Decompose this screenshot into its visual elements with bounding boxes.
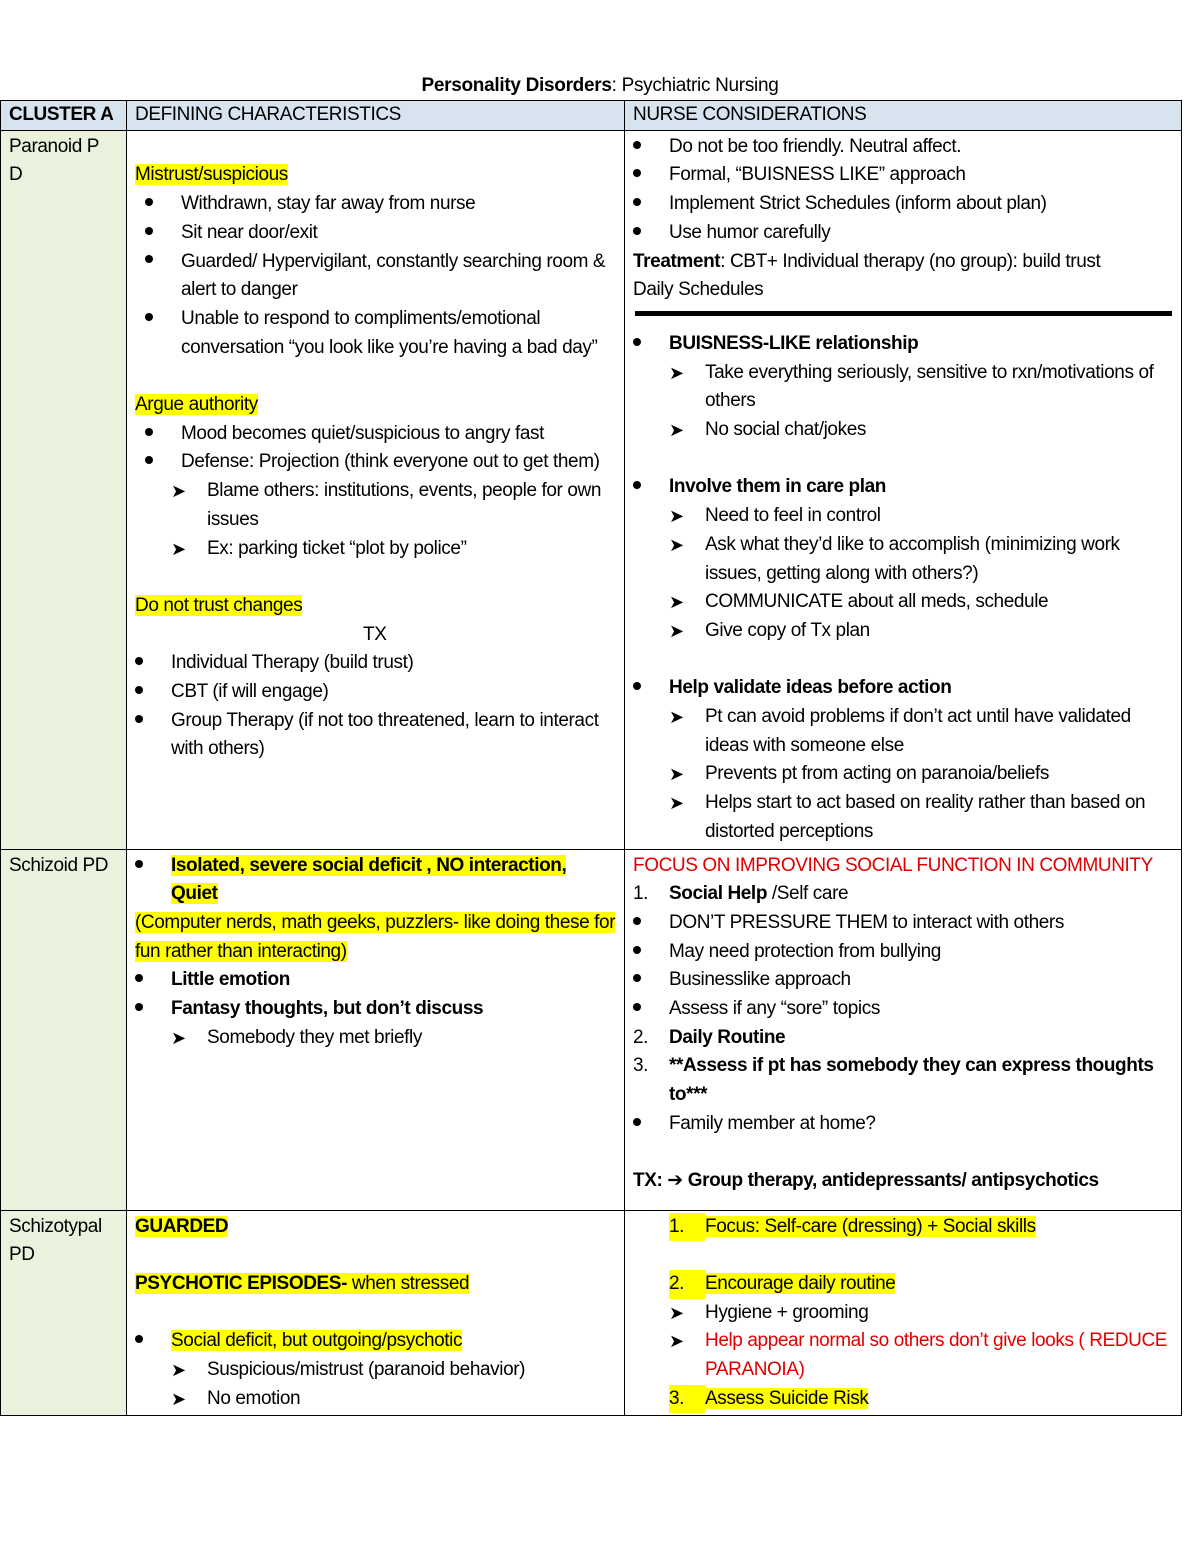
sub-item: ➤ COMMUNICATE about all meds, schedule	[633, 588, 1174, 617]
sub-item: ➤ Blame others: institutions, events, people for own issues	[135, 477, 617, 534]
cell-schizoid-nurse	[625, 849, 1182, 1210]
sub-item: ➤ Take everything seriously, sensitive to rxn/motivations of others	[633, 359, 1174, 416]
sub-item: ➤ Somebody they met briefly	[135, 1024, 617, 1053]
right-arrow-icon: ➔	[667, 1170, 683, 1192]
list-item: Fantasy thoughts, but don’t discuss	[135, 995, 617, 1024]
arrow-icon: ➤	[669, 362, 684, 383]
arrow-icon: ➤	[669, 793, 684, 814]
list-item: Isolated, severe social deficit , NO interaction, Quiet	[135, 852, 617, 909]
paranoid-name: Paranoid PD	[9, 135, 100, 186]
row-schizotypal	[1, 1210, 1182, 1416]
psychotic-heading: PSYCHOTIC EPISODES-	[135, 1272, 347, 1294]
sub-item: ➤ Hygiene + grooming	[633, 1299, 1174, 1328]
schizoid-examples: (Computer nerds, math geeks, puzzlers- like doing these for fun rather than interacting)	[135, 911, 616, 962]
list-item: Defense: Projection (think everyone out to get them)	[135, 448, 617, 477]
numbered-item: 2. Daily Routine	[633, 1026, 786, 1048]
numbered-item: 1. Focus: Self-care (dressing) + Social skills	[633, 1213, 1174, 1242]
row-paranoid	[1, 130, 1182, 849]
heading-no-trust-changes: Do not trust changes	[135, 594, 303, 616]
list-item: Mood becomes quiet/suspicious to angry fast	[135, 420, 617, 449]
tx-line: TX: ➔ Group therapy, antidepressants/ antipsychotics	[633, 1170, 1099, 1192]
sub-item: ➤ Pt can avoid problems if don’t act until have validated ideas with someone else	[633, 703, 1174, 760]
list-item: Implement Strict Schedules (inform about plan)	[633, 190, 1174, 219]
arrow-icon: ➤	[669, 420, 684, 441]
arrow-icon: ➤	[669, 1302, 684, 1323]
treatment-line: Treatment: CBT+ Individual therapy (no group): build trust	[633, 250, 1101, 272]
cell-paranoid-name	[1, 130, 127, 849]
disorders-table	[0, 100, 1182, 1416]
numbered-item: 2. Encourage daily routine	[633, 1270, 1174, 1299]
cell-schizoid-def	[127, 849, 625, 1210]
list-item: Unable to respond to compliments/emotional conversation “you look like you’re having a bad day”	[135, 305, 617, 362]
list-item: Sit near door/exit	[135, 219, 617, 248]
list-item: CBT (if will engage)	[135, 678, 617, 707]
list-item: Businesslike approach	[633, 966, 1174, 995]
cell-paranoid-nurse	[625, 130, 1182, 849]
group-heading: Help validate ideas before action	[633, 674, 1174, 703]
document-title	[0, 74, 1200, 98]
daily-schedules: Daily Schedules	[633, 279, 764, 301]
arrow-icon: ➤	[171, 1027, 186, 1048]
sub-item: ➤ Helps start to act based on reality rather than based on distorted perceptions	[633, 789, 1174, 846]
list-item: Family member at home?	[633, 1110, 1174, 1139]
arrow-icon: ➤	[171, 481, 186, 502]
sub-item: ➤ Suspicious/mistrust (paranoid behavior)	[135, 1356, 617, 1385]
header-defining: DEFINING CHARACTERISTICS	[127, 101, 625, 131]
heading-mistrust: Mistrust/suspicious	[135, 164, 288, 186]
sub-item: ➤ Give copy of Tx plan	[633, 617, 1174, 646]
sub-item: ➤ Ask what they’d like to accomplish (minimizing work issues, getting along with others?)	[633, 531, 1174, 588]
tx-label: TX	[363, 623, 387, 645]
sub-item: ➤ Ex: parking ticket “plot by police”	[135, 535, 617, 564]
header-nurse: NURSE CONSIDERATIONS	[625, 101, 1182, 131]
sub-item: ➤ No social chat/jokes	[633, 416, 1174, 445]
list-item: Social deficit, but outgoing/psychotic	[135, 1327, 617, 1356]
sub-item: ➤ Help appear normal so others don’t give looks ( REDUCE PARANOIA)	[633, 1327, 1174, 1384]
list-item: DON’T PRESSURE THEM to interact with others	[633, 909, 1174, 938]
sub-item: ➤ Need to feel in control	[633, 502, 1174, 531]
list-item: Guarded/ Hypervigilant, constantly searching room & alert to danger	[135, 248, 617, 305]
list-item: Formal, “BUISNESS LIKE” approach	[633, 161, 1174, 190]
arrow-icon: ➤	[669, 764, 684, 785]
title-bold: Personality Disorders	[421, 75, 612, 96]
arrow-icon: ➤	[669, 1331, 684, 1352]
arrow-icon: ➤	[171, 1360, 186, 1381]
list-item: Do not be too friendly. Neutral affect.	[633, 133, 1174, 162]
header-cluster: CLUSTER A	[1, 101, 127, 131]
list-item: Little emotion	[135, 966, 617, 995]
cell-schizotypal-def: GUARDED PSYCHOTIC EPISODES- when stressed Social deficit, but outgoing/psychotic ➤ Suspicious/mistrust (paranoid behavior) ➤ No emotion	[127, 1210, 625, 1416]
group-heading: Involve them in care plan	[633, 473, 1174, 502]
cell-schizotypal-nurse	[625, 1210, 1182, 1416]
arrow-icon: ➤	[669, 620, 684, 641]
sub-item: ➤ No emotion	[135, 1385, 617, 1414]
numbered-item: 1. Social Help /Self care	[633, 883, 849, 905]
list-item: Individual Therapy (build trust)	[135, 649, 617, 678]
sub-item: ➤ Prevents pt from acting on paranoia/beliefs	[633, 760, 1174, 789]
focus-heading: FOCUS ON IMPROVING SOCIAL FUNCTION IN COMMUNITY	[633, 854, 1153, 876]
heading-argue-authority: Argue authority	[135, 394, 258, 415]
cell-schizoid-name	[1, 849, 127, 1210]
schizotypal-name: Schizotypal PD	[9, 1215, 102, 1266]
guarded-heading: GUARDED	[135, 1215, 229, 1237]
group-heading: BUISNESS-LIKE relationship	[633, 330, 1174, 359]
numbered-item: 3. **Assess if pt has somebody they can express thoughts to***	[633, 1055, 1154, 1106]
cell-paranoid-def	[127, 130, 625, 849]
list-item: Assess if any “sore” topics	[633, 995, 1174, 1024]
arrow-icon: ➤	[669, 707, 684, 728]
list-item: May need protection from bullying	[633, 938, 1174, 967]
arrow-icon: ➤	[171, 538, 186, 559]
arrow-icon: ➤	[669, 592, 684, 613]
cell-schizotypal-name	[1, 1210, 127, 1416]
arrow-icon: ➤	[171, 1388, 186, 1409]
title-rest: : Psychiatric Nursing	[611, 75, 779, 96]
numbered-item: 3. Assess Suicide Risk	[633, 1385, 1174, 1414]
list-item: Withdrawn, stay far away from nurse	[135, 190, 617, 219]
schizoid-name: Schizoid PD	[9, 854, 109, 876]
arrow-icon: ➤	[669, 506, 684, 527]
row-schizoid	[1, 849, 1182, 1210]
arrow-icon: ➤	[669, 534, 684, 555]
list-item: Use humor carefully	[633, 219, 1174, 248]
list-item: Group Therapy (if not too threatened, learn to interact with others)	[135, 707, 617, 764]
divider	[635, 311, 1172, 316]
header-row	[1, 101, 1182, 131]
